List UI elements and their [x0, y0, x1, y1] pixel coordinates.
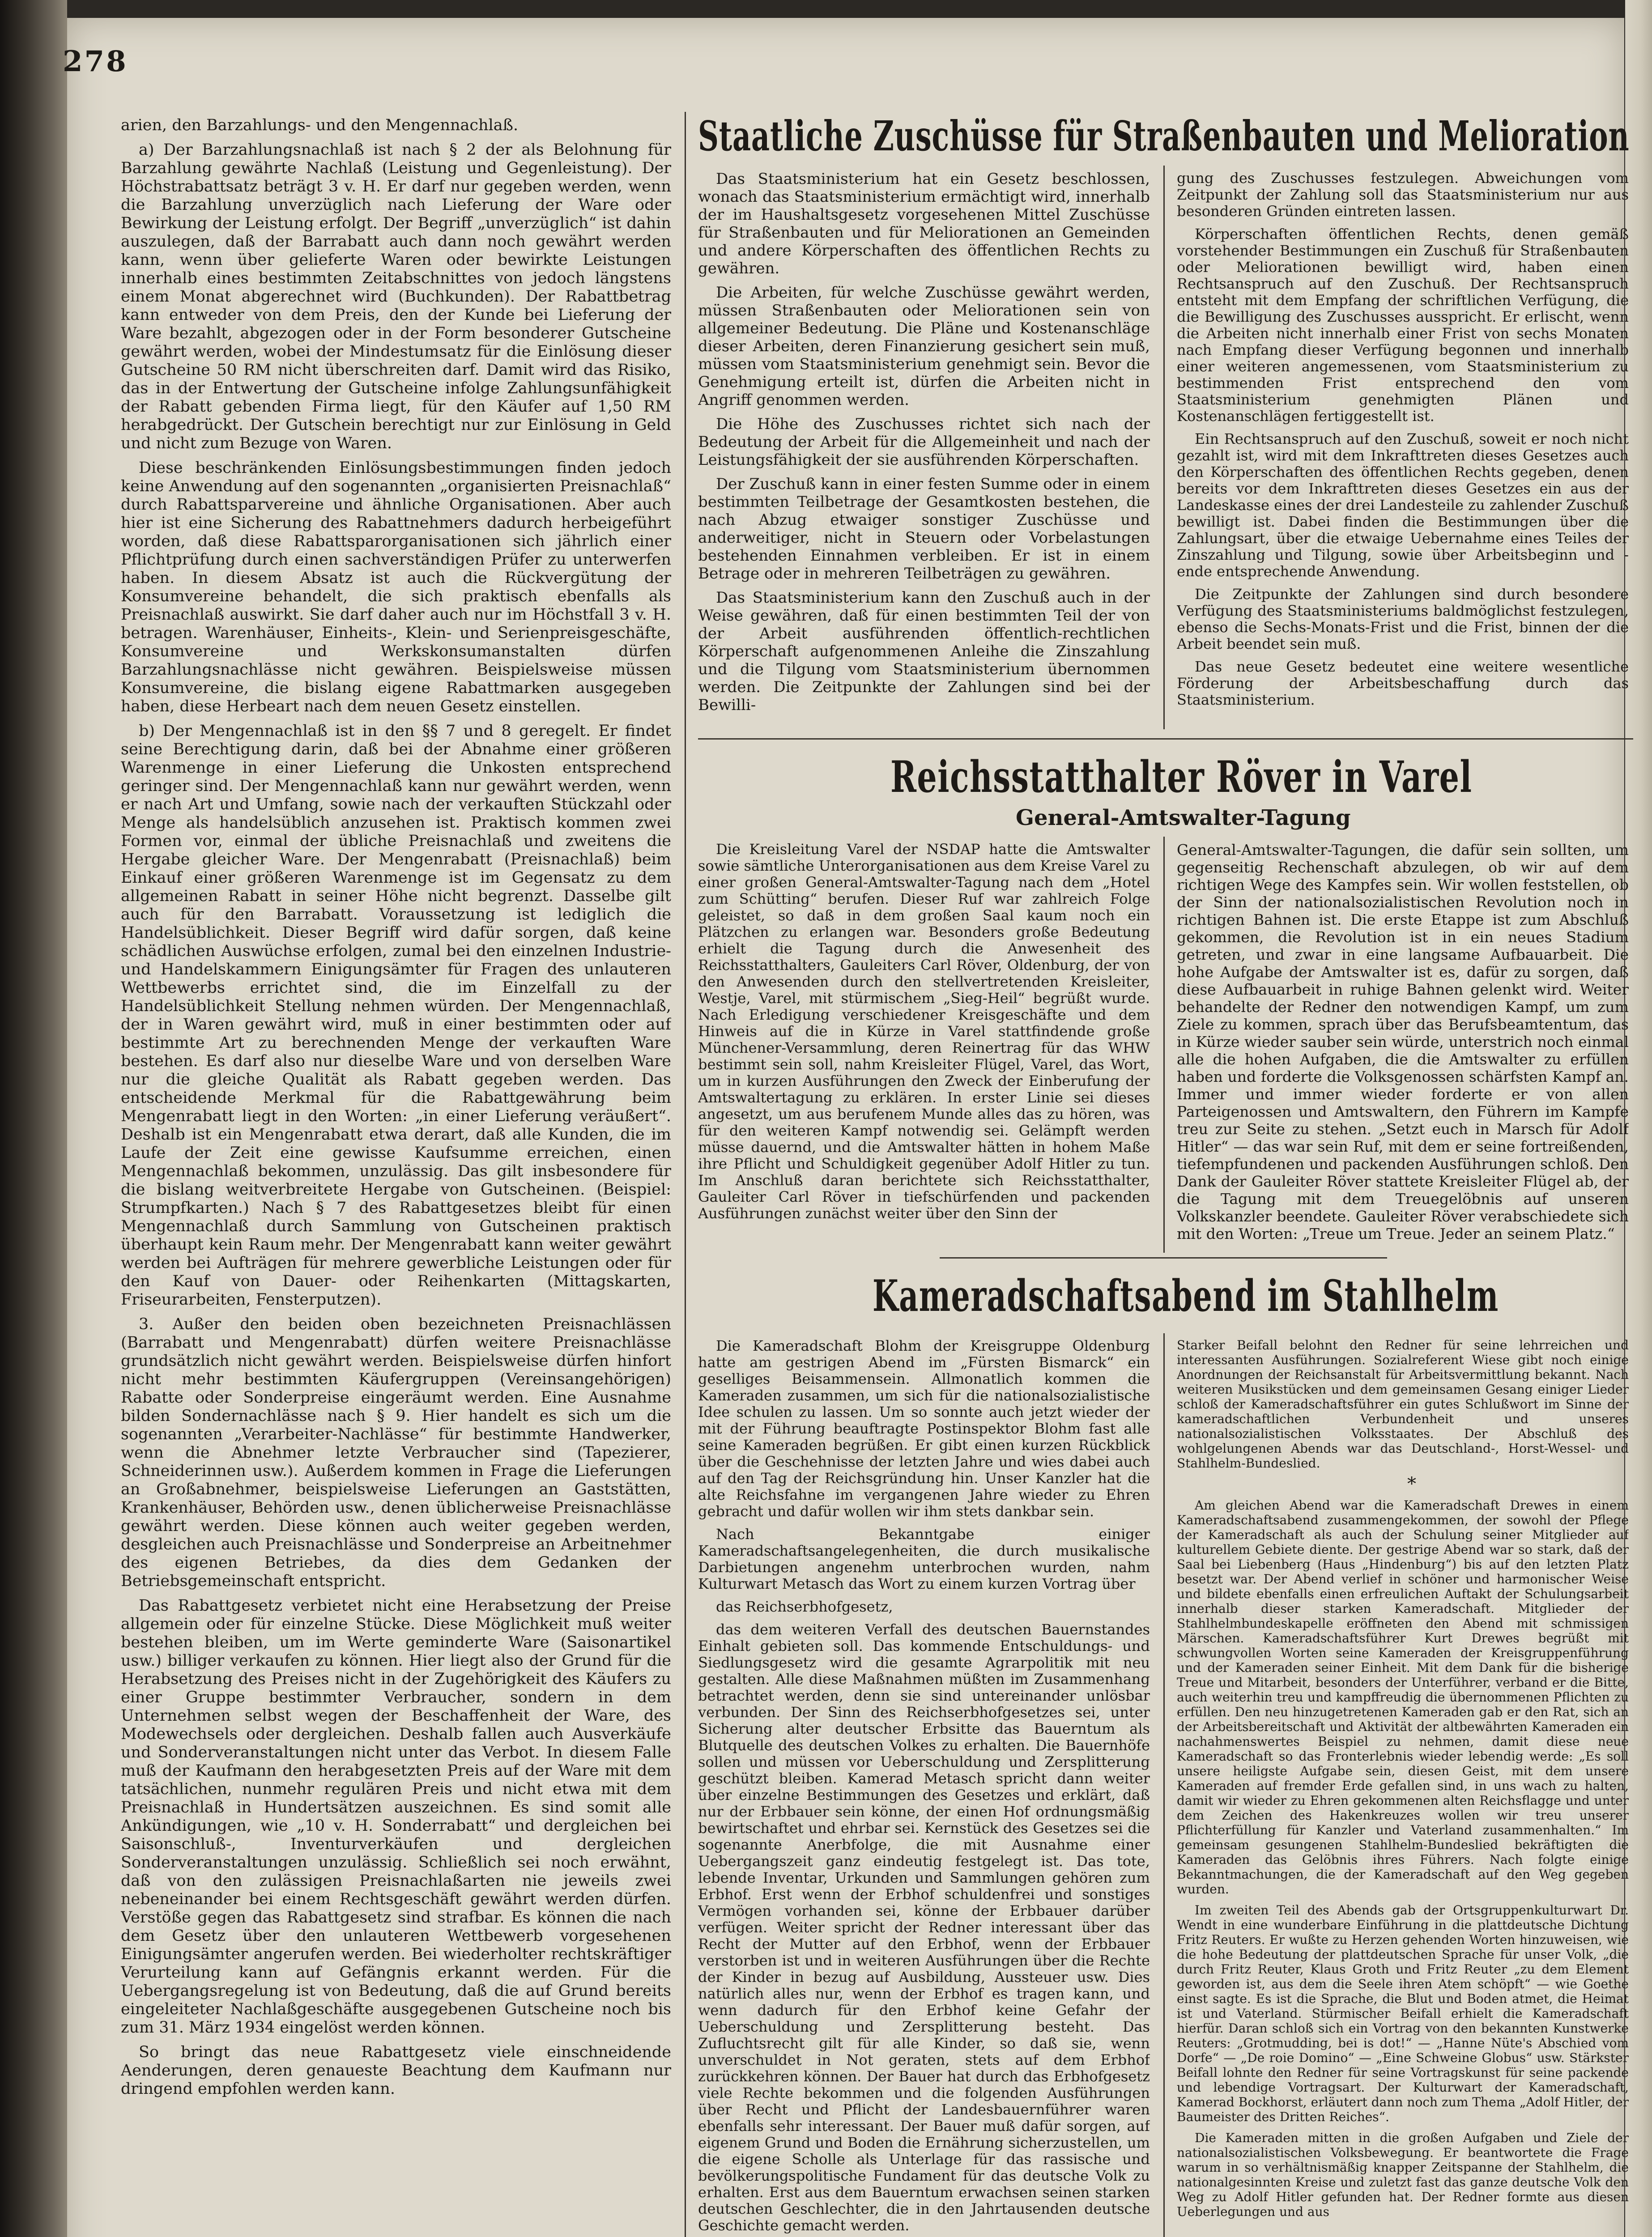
paragraph: das Reichserbhofgesetz,	[716, 1598, 893, 1615]
article2-subheadline: General-Amtswalter-Tagung	[1016, 805, 1351, 830]
column-divider-a1	[1163, 166, 1165, 729]
section-star: *	[1407, 1474, 1416, 1494]
paragraph: 3. Außer den beiden oben bezeichneten Preisnachlässen (Barrabatt und Mengenrabatt) dürfen weitere Preisnachlässe grundsätzlich nicht gewährt werden. Beispielsweise dürfen hinfort nicht mehr bestimmten Käufergruppen (Vereinsangehörigen) Rabatte oder Sonderpreise eingeräumt werden. Eine Ausnahme bilden Sondernachlässe nach § 9. Hier handelt es sich um die sogenannten „Verarbeiter-Nachlässe“ für bestimmte Handwerker, wenn die Abnehmer letzte Verbraucher sind (Tapezierer, Schneiderinnen usw.). Außerdem kommen in Frage die Lieferungen an Großabnehmer, beispielsweise Lieferungen an Gaststätten, Krankenhäuser, Behörden usw., denen üblicherweise Preisnachlässe gewährt werden. Diese können auch weiter gegeben werden, desgleichen auch Preisnachlässe und Sonderpreise an Arbeitnehmer des eigenen Betriebes, da dies dem Gedanken der Betriebsgemeinschaft entspricht.	[121, 1315, 671, 1590]
paragraph: Das Staatsministerium kann den Zuschuß auch in der Weise gewähren, daß für einen bestimmten Teil der von der Arbeit ausführenden öffentlich-rechtlichen Körperschaft aufgenommenen Anleihe die Zinszahlung und die Tilgung vom Staatsministerium übernommen werden. Die Zeitpunkte der Zahlungen sind bei der Bewilli-	[698, 589, 1150, 714]
paragraph: Die Höhe des Zuschusses richtet sich nach der Bedeutung der Arbeit für die Allgemeinheit und nach der Leistungsfähigkeit der sie ausführenden Körperschaften.	[698, 415, 1150, 469]
book-binding	[0, 0, 67, 2237]
paragraph: das dem weiteren Verfall des deutschen Bauernstandes Einhalt gebieten soll. Das kommende Entschuldungs- und Siedlungsgesetz wird die gesamte Agrarpolitik mit neu gestalten. Alle diese Maßnahmen müßten im Zusammenhang betrachtet werden, denn sie sind untereinander unlösbar verbunden. Der Sinn des Reichserbhofgesetzes sei, unter Sicherung alter deutscher Erbsitte das Bauerntum als Blutquelle des deutschen Volkes zu erhalten. Die Bauernhöfe sollen und müssen vor Ueberschuldung und Zersplitterung geschützt bleiben. Kamerad Metasch spricht dann weiter über einzelne Bestimmungen des Gesetzes und erklärt, daß nur der Erbbauer sein könne, der einen Hof ordnungsmäßig bewirtschaftet und ehrbar sei. Kernstück des Gesetzes sei die sogenannte Anerbfolge, die mit Ausnahme einer Uebergangszeit ganz eindeutig festgelegt ist. Das tote, lebende Inventar, Urkunden und Sammlungen gehören zum Erbhof. Erst wenn der Erbhof schuldenfrei und sonstiges Vermögen vorhanden sei, könne der Erbbauer darüber verfügen. Weiter spricht der Redner interessant über das Recht der Mutter auf den Erbhof, wenn der Erbbauer verstorben ist und in weiteren Ausführungen über die Rechte der Kinder in bezug auf Ausbildung, Aussteuer usw. Dies natürlich alles nur, wenn der Erbhof es tragen kann, und wenn dadurch für den Erbhof keine Gefahr der Ueberschuldung und Zersplitterung besteht. Das Zufluchtsrecht gilt für alle Kinder, so daß sie, wenn unverschuldet in Not geraten, stets auf dem Erbhof zurückkehren können. Der Bauer hat durch das Erbhofgesetz viele Rechte bekommen und die folgenden Ausführungen über Recht und Pflicht der Landesbauernführer waren ebenfalls sehr interessant. Der Bauer muß dafür sorgen, auf eigenem Grund und Boden die Ernährung sicherzustellen, um die eigene Scholle als Unterlage für das rassische und bevölkerungspolitische Fundament für das deutsche Volk zu erhalten. Erst aus dem Bauerntum erwachsen seinen starken deutschen Geschlechter, die in den Jahrtausenden deutsche Geschichte gemacht werden.	[698, 1621, 1150, 2234]
paragraph: arien, den Barzahlungs- und den Mengennachlaß.	[121, 116, 519, 134]
paragraph: Die Kreisleitung Varel der NSDAP hatte die Amtswalter sowie sämtliche Unterorganisationen aus dem Kreise Varel zu einer großen General-Amtswalter-Tagung nach dem „Hotel zum Schütting“ berufen. Dieser Ruf war zahlreich Folge geleistet, so daß in dem großen Saal kaum noch ein Plätzchen zu erlangen war. Besonders große Bedeutung erhielt die Tagung durch die Anwesenheit des Reichsstatthalters, Gauleiters Carl Röver, Oldenburg, der von den Anwesenden durch den stellvertretenden Kreisleiter, Westje, Varel, mit stürmischem „Sieg-Heil“ begrüßt wurde. Nach Erledigung verschiedener Kreisgeschäfte und dem Hinweis auf die in Kürze in Varel stattfindende große Münchener-Versammlung, deren Reinertrag für das WHW bestimmt sein soll, nahm Kreisleiter Flügel, Varel, das Wort, um in kurzen Ausführungen den Zweck der Einberufung der Amtswaltertagung zu erklären. In erster Linie sei dieses angesetzt, um aus berufenem Munde alles das zu hören, was für den weiteren Kampf notwendig sei. Gelämpft werden müsse dauernd, und die Amtswalter hätten in hohem Maße ihre Pflicht und Schuldigkeit gegenüber Adolf Hitler zu tun. Im Anschluß daran berichtete sich Reichsstatthalter, Gauleiter Carl Röver in tiefschürfenden und packenden Ausführungen zunächst weiter über den Sinn der	[698, 841, 1150, 1222]
paragraph: Ein Rechtsanspruch auf den Zuschuß, soweit er noch nicht gezahlt ist, wird mit dem Inkrafttreten dieses Gesetzes auch den Körperschaften des öffentlichen Rechts gegeben, denen bereits vor dem Inkrafttreten dieses Gesetzes ein aus der Landeskasse eines der drei Landesteile zu zahlender Zuschuß bewilligt ist. Dabei finden die Bestimmungen über die Zahlungsart, über die etwaige Uebernahme eines Teiles der Zinszahlung und Tilgung, sowie über Arbeitsbeginn und -ende entsprechende Anwendung.	[1177, 430, 1629, 580]
page-edge	[1625, 0, 1652, 2237]
section-divider-1	[698, 738, 1633, 740]
article3-headline: Kameradschaftsabend im Stahlhelm	[873, 1271, 1499, 1321]
paragraph: Starker Beifall belohnt den Redner für seine lehrreichen und interessanten Ausführungen. Sozialreferent Wiese gibt noch einige Anordnungen der Reichsanstalt für Arbeitsvermittlung bekannt. Nach weiteren Musikstücken und dem gemeinsamen Gesang einiger Lieder schloß der Kameradschaftsführer ein gutes Schlußwort im Sinne der kameradschaftlichen Verbundenheit und unseres nationalsozialistischen Volksstaates. Der Abschluß des wohlgelungenen Abends war das Deutschland-, Horst-Wessel- und Stahlhelm-Bundeslied.	[1177, 1338, 1629, 1471]
column-divider-a2	[1163, 837, 1165, 1253]
article2-headline: Reichsstatthalter Röver in Varel	[890, 752, 1473, 802]
paragraph: Die Arbeiten, für welche Zuschüsse gewährt werden, müssen Straßenbauten oder Meliorationen sein von allgemeiner Bedeutung. Die Pläne und Kostenanschläge dieser Arbeiten, deren Finanzierung gesichert sein muß, müssen vom Staatsministerium genehmigt sein. Bevor die Genehmigung erteilt ist, dürfen die Arbeiten nicht in Angriff genommen werden.	[698, 284, 1150, 409]
article1-headline: Staatliche Zuschüsse für Straßenbauten und Melioration	[698, 112, 1630, 160]
paragraph: So bringt das neue Rabattgesetz viele einschneidende Aenderungen, deren genaueste Beachtung dem Kaufmann nur dringend empfohlen werden kann.	[121, 2043, 671, 2098]
section-divider-2	[940, 1257, 1387, 1259]
paragraph: a) Der Barzahlungsnachlaß ist nach § 2 der als Belohnung für Barzahlung gewährte Nachlaß (Leistung und Gegenleistung). Der Höchstrabattsatz beträgt 3 v. H. Er darf nur gegeben werden, wenn die Barzahlung unverzüglich nach Lieferung der Ware oder Bewirkung der Leistung erfolgt. Der Begriff „unverzüglich“ ist dahin auszulegen, daß der Barrabatt auch dann noch gewährt werden kann, wenn über gelieferte Waren oder bewirkte Leistungen innerhalb eines bestimmten Zeitabschnittes von jedoch längstens einem Monat abgerechnet wird (Buchkunden). Der Rabattbetrag kann entweder von dem Preis, den der Kunde bei Lieferung der Ware bezahlt, abgezogen oder in der Form besonderer Gutscheine gewährt werden, wobei der Mindestumsatz für die Einlösung dieser Gutscheine 50 RM nicht überschreiten darf. Damit wird das Risiko, das in der Entwertung der Gutscheine infolge Zahlungsunfähigkeit der Rabatt gebenden Firma liegt, für den Käufer auf 1,50 RM herabgedrückt. Der Gutschein berechtigt nur zur Einlösung in Geld und nicht zum Bezuge von Waren.	[121, 141, 671, 452]
paragraph: Die Kameraden mitten in die großen Aufgaben und Ziele der nationalsozialistischen Volksbewegung. Er beantwortete die Frage warum in so verhältnismäßig knapper Zeitspanne der Stahlhelm, die nationalgesinnten Kreise und zuletzt fast das ganze deutsche Volk den Weg zu Adolf Hitler gefunden hat. Der Redner formte aus diesen Ueberlegungen und aus	[1177, 2131, 1629, 2219]
article2-column-1	[698, 841, 1150, 1253]
article3-column-2	[1177, 1338, 1629, 2237]
paragraph: gung des Zuschusses festzulegen. Abweichungen vom Zeitpunkt der Zahlung soll das Staatsministerium nur aus besonderen Gründen eintreten lassen.	[1177, 170, 1629, 220]
paragraph: Nach Bekanntgabe einiger Kameradschaftsangelegenheiten, die durch musikalische Darbietungen angenehm unterbrochen wurden, nahm Kulturwart Metasch das Wort zu einem kurzen Vortrag über	[698, 1526, 1150, 1592]
paragraph: Im zweiten Teil des Abends gab der Ortsgruppenkulturwart Dr. Wendt in eine wunderbare Einführung in die plattdeutsche Dichtung Fritz Reuters. Er wußte zu Herzen gehenden Worten hinzuweisen, wie die hohe Bedeutung der plattdeutschen Sprache für unser Volk, „die durch Fritz Reuter, Klaus Groth und Fritz Reuter „zu dem Element geworden ist, aus dem die Seele ihren Atem schöpft“ — wie Goethe einst sagte. Es ist die Sprache, die Blut und Boden atmet, die Heimat ist und Vaterland. Stürmischer Beifall erhielt die Kameradschaft hierfür. Daran schloß sich ein Vortrag von den bekannten Kunstwerke Reuters: „Grotmudding, bei is dot!“ — „Hanne Nüte's Abschied vom Dorfe“ — „De roie Domino“ — „Eine Schweine Globus“ usw. Stärkster Beifall lohnte den Redner für seine Vortragskunst für seine packende und lebendige Vortragsart. Der Kulturwart der Kameradschaft, Kamerad Bockhorst, erläutert dann noch zum Thema „Adolf Hitler, der Baumeister des Dritten Reiches“.	[1177, 1903, 1629, 2124]
paragraph: General-Amtswalter-Tagungen, die dafür sein sollten, um gegenseitig Rechenschaft abzulegen, ob wir auf dem richtigen Wege des Kampfes sein. Wir wollen feststellen, ob der Sinn der nationalsozialistischen Revolution noch in richtigen Bahnen ist. Die erste Etappe ist zum Abschluß gekommen, die Revolution ist in ein neues Stadium getreten, und zwar in eine langsame Aufbauarbeit. Die hohe Aufgabe der Amtswalter ist es, dafür zu sorgen, daß diese Aufbauarbeit in ruhige Bahnen gelenkt wird. Weiter behandelte der Redner den notwendigen Kampf, um zum Ziele zu kommen, sprach über das Berufsbeamtentum, das in Kürze wieder sauber sein würde, unterstrich noch einmal alle die hohen Aufgaben, die die Amtswalter zu erfüllen haben und forderte die Volksgenossen schärfsten Kampf an. Immer und immer wieder forderte er von allen Parteigenossen und Amtswaltern, den Führern im Kampfe treu zur Seite zu stehen. „Setzt euch in Marsch für Adolf Hitler“ — das war sein Ruf, mit dem er seine fortreißenden, tiefempfundenen und packenden Ausführungen schloß. Den Dank der Gauleiter Röver stattete Kreisleiter Flügel ab, der die Tagung mit dem Treuegelöbnis auf unseren Volkskanzler beendete. Gauleiter Röver verabschiedete sich mit den Worten: „Treue um Treue. Jeder an seinem Platz.“	[1177, 841, 1629, 1242]
page-number: 278	[63, 45, 128, 78]
paragraph: Das neue Gesetz bedeutet eine weitere wesentliche Förderung der Arbeitsbeschaffung durch das Staatsministerium.	[1177, 658, 1629, 708]
column-divider-left	[685, 112, 686, 2237]
paragraph: Am gleichen Abend war die Kameradschaft Drewes in einem Kameradschaftsabend zusammengekommen, der sowohl der Pflege der Kameradschaft als auch der Schulung seiner Mitglieder auf kulturellem Gebiete diente. Der gestrige Abend war so stark, daß der Saal bei Liebenberg (Haus „Hindenburg“) bis auf den letzten Platz besetzt war. Der Abend verlief in schöner und harmonischer Weise und bildete ebenfalls einen erfreulichen Auftakt der Schulungsarbeit innerhalb dieser starken Kameradschaft. Mitglieder der Stahlhelmbundeskapelle eröffneten den Abend mit schmissigen Märschen. Kameradschaftsführer Kurt Drewes begrüßt mit schwungvollen Worten seine Kameraden der Kreisgruppenführung und der Kameraden seiner Einheit. Mit dem Dank für die bisherige Treue und Mitarbeit, besonders der Unterführer, verband er die Bitte, auch weiterhin treu und kampffreudig die übernommenen Pflichten zu erfüllen. Den neu hinzugetretenen Kameraden gab er den Rat, sich an der Arbeitsbereitschaft und Aktivität der altbewährten Kameraden ein nachahmenswertes Beispiel zu nehmen, damit diese neue Kameradschaft so das Fronterlebnis wieder lebendig werde: „Es soll unsere heiligste Aufgabe sein, diesen Geist, mit dem unsere Kameraden auf fremder Erde gefallen sind, in uns wach zu halten, damit wir wieder zu Ehren gekommenen alten Reichsflagge und unter dem Zeichen des Hakenkreuzes wollen wir treu unserer Pflichterfüllung für Kanzler und Vaterland zusammenhalten.“ Im gemeinsam gesungenen Stahlhelm-Bundeslied bekräftigten die Kameraden das Gelöbnis ihres Führers. Nach folgte einige Bekanntmachungen, die der Kameradschaft auf den Weg gegeben wurden.	[1177, 1498, 1629, 1897]
paragraph: Diese beschränkenden Einlösungsbestimmungen finden jedoch keine Anwendung auf den sogenannten „organisierten Preisnachlaß“ durch Rabattsparvereine und ähnliche Organisationen. Aber auch hier ist eine Sicherung des Rabattnehmers dadurch herbeigeführt worden, daß diese Rabattsparorganisationen sich jährlich einer Pflichtprüfung durch einen sachverständigen Prüfer zu unterwerfen haben. In diesem Absatz ist auch die Rückvergütung der Konsumvereine behandelt, die sich praktisch ebenfalls als Preisnachlaß auswirkt. Sie darf daher auch nur im Höchstfall 3 v. H. betragen. Warenhäuser, Einheits-, Klein- und Serienpreisgeschäfte, Konsumvereine und Werkskonsumanstalten dürfen Barzahlungsnachlässe nicht gewähren. Beispielsweise müssen Konsumvereine, die bislang eigene Rabattmarken ausgegeben haben, diese Herbeart nach dem neuen Gesetz einstellen.	[121, 459, 671, 715]
article1-column-1	[698, 170, 1150, 720]
paragraph: Die Zeitpunkte der Zahlungen sind durch besondere Verfügung des Staatsministeriums baldmöglichst festzulegen, ebenso die Sechs-Monats-Frist und die Frist, binnen der die Arbeit beendet sein muß.	[1177, 586, 1629, 652]
article1-column-2	[1177, 170, 1629, 720]
article3-column-1	[698, 1338, 1150, 2237]
left-column	[121, 116, 671, 2237]
paragraph: Das Staatsministerium hat ein Gesetz beschlossen, wonach das Staatsministerium ermächtigt wird, innerhalb der im Haushaltsgesetz vorgesehenen Mittel Zuschüsse für Straßenbauten und für Meliorationen an Gemeinden und andere Körperschaften des öffentlichen Rechts zu gewähren.	[698, 170, 1150, 277]
paragraph: b) Der Mengennachlaß ist in den §§ 7 und 8 geregelt. Er findet seine Berechtigung darin, daß bei der Abnahme einer größeren Warenmenge in einer Lieferung die Unkosten entsprechend geringer sind. Der Mengennachlaß kann nur gewährt werden, wenn er nach Art und Umfang, sowie nach der verkauften Stückzahl oder Menge als handelsüblich anzusehen ist. Praktisch kommen zwei Formen vor, einmal der übliche Preisnachlaß und zweitens die Hergabe gleicher Ware. Der Mengenrabatt (Preisnachlaß) beim Einkauf einer größeren Warenmenge ist im Gegensatz zu dem allgemeinen Rabatt in seiner Höhe nicht begrenzt. Dasselbe gilt auch für den Barrabatt. Voraussetzung ist lediglich die Handelsüblichkeit. Dieser Begriff wird dafür sorgen, daß keine schädlichen Auswüchse erfolgen, zumal bei den einzelnen Industrie- und Handelskammern Einigungsämter für Fragen des unlauteren Wettbewerbs errichtet sind, die im Einzelfall zu der Handelsüblichkeit Stellung nehmen würden. Der Mengennachlaß, der in Waren gewährt wird, muß in einer bestimmten oder auf bestimmte Art zu berechnenden Menge der verkauften Ware bestehen. Es darf also nur dieselbe Ware und von derselben Ware nur die gleiche Qualität als Rabatt gegeben werden. Das entscheidende Merkmal für die Rabattgewährung beim Mengenrabatt liegt in den Worten: „in einer Lieferung veräußert“. Deshalb ist ein Mengenrabatt etwa derart, daß alle Kunden, die im Laufe der Zeit eine gewisse Kaufsumme erreichen, einen Mengennachlaß bekommen, unzulässig. Das gilt insbesondere für die bislang weitverbreitete Hergabe von Gutscheinen. (Beispiel: Strumpfkarten.) Nach § 7 des Rabattgesetzes bleibt für einen Mengennachlaß durch Sammlung von Gutscheinen praktisch überhaupt kein Raum mehr. Der Mengenrabatt kann weiter gewährt werden bei Aufträgen für mehrere gewerbliche Leistungen oder für den Kauf von Dauer- oder Reihenkarten (Mittagskarten, Friseurarbeiten, Fensterputzen).	[121, 722, 671, 1309]
paragraph: Der Zuschuß kann in einer festen Summe oder in einem bestimmten Teilbetrage der Gesamtkosten bestehen, die nach Abzug etwaiger sonstiger Zuschüsse und anderweitiger, nicht in Steuern oder Vorbelastungen bestehenden Einnahmen verbleiben. Er ist in einem Betrage oder in mehreren Teilbeträgen zu gewähren.	[698, 475, 1150, 583]
column-divider-a3	[1163, 1333, 1165, 2237]
paragraph: Das Rabattgesetz verbietet nicht eine Herabsetzung der Preise allgemein oder für einzelne Stücke. Diese Möglichkeit muß weiter bestehen bleiben, um im Werte geminderte Ware (Saisonartikel usw.) billiger verkaufen zu können. Hier liegt also der Grund für die Herabsetzung des Preises nicht in der Zugehörigkeit des Käufers zu einer Gruppe bestimmter Verbraucher, sondern in dem Unternehmen selbst wegen der Beschaffenheit der Ware, des Modewechsels oder dergleichen. Deshalb fallen auch Ausverkäufe und Sonderveranstaltungen nicht unter das Verbot. In diesem Falle muß der Kaufmann den herabgesetzten Preis auf der Ware mit dem tatsächlichen, nunmehr regulären Preis und nicht etwa mit dem Preisnachlaß in Hundertsätzen auszeichnen. Es sind somit alle Ankündigungen, wie „10 v. H. Sonderrabatt“ und dergleichen bei Saisonschluß-, Inventurverkäufen und dergleichen Sonderveranstaltungen unzulässig. Schließlich sei noch erwähnt, daß von den zulässigen Preisnachlaßarten nie jeweils zwei nebeneinander bei einem Rechtsgeschäft gewährt werden dürfen. Verstöße gegen das Rabattgesetz sind strafbar. Es können die nach dem Gesetz über den unlauteren Wettbewerb vorgesehenen Einigungsämter angerufen werden. Bei wiederholter rechtskräftiger Verurteilung kann auf Gefängnis erkannt werden. Für die Uebergangsregelung ist von Bedeutung, daß die auf Grund bereits eingeleiteter Nachlaßgeschäfte ausgegebenen Gutscheine noch bis zum 31. März 1934 eingelöst werden können.	[121, 1597, 671, 2037]
paragraph: Körperschaften öffentlichen Rechts, denen gemäß vorstehender Bestimmungen ein Zuschuß für Straßenbauten oder Meliorationen bewilligt wird, haben einen Rechtsanspruch auf den Zuschuß. Der Rechtsanspruch entsteht mit dem Empfang der schriftlichen Verfügung, die die Bewilligung des Zuschusses ausspricht. Er erlischt, wenn die Arbeiten nicht innerhalb einer Frist von sechs Monaten nach Empfang dieser Verfügung begonnen und innerhalb einer weiteren angemessenen, vom Staatsministerium zu bestimmenden Frist entsprechend den vom Staatsministerium genehmigten Plänen und Kostenanschlägen fertiggestellt ist.	[1177, 225, 1629, 425]
paragraph: Die Kameradschaft Blohm der Kreisgruppe Oldenburg hatte am gestrigen Abend im „Fürsten Bismarck“ ein geselliges Beisammensein. Allmonatlich kommen die Kameraden zusammen, um sich für die nationalsozialistische Idee schulen zu lassen. Um so sonnte auch jetzt wieder der mit der Führung beauftragte Postinspektor Blohm fast alle seine Kameraden begrüßen. Er gibt einen kurzen Rückblick über die Geschehnisse der letzten Jahre und wies dabei auch auf den Tag der Reichsgründung hin. Unser Kanzler hat die alte Reichsfahne im vergangenen Jahre wieder zu Ehren gebracht und dafür wollen wir ihm stets dankbar sein.	[698, 1338, 1150, 1520]
article2-column-2	[1177, 841, 1629, 1253]
